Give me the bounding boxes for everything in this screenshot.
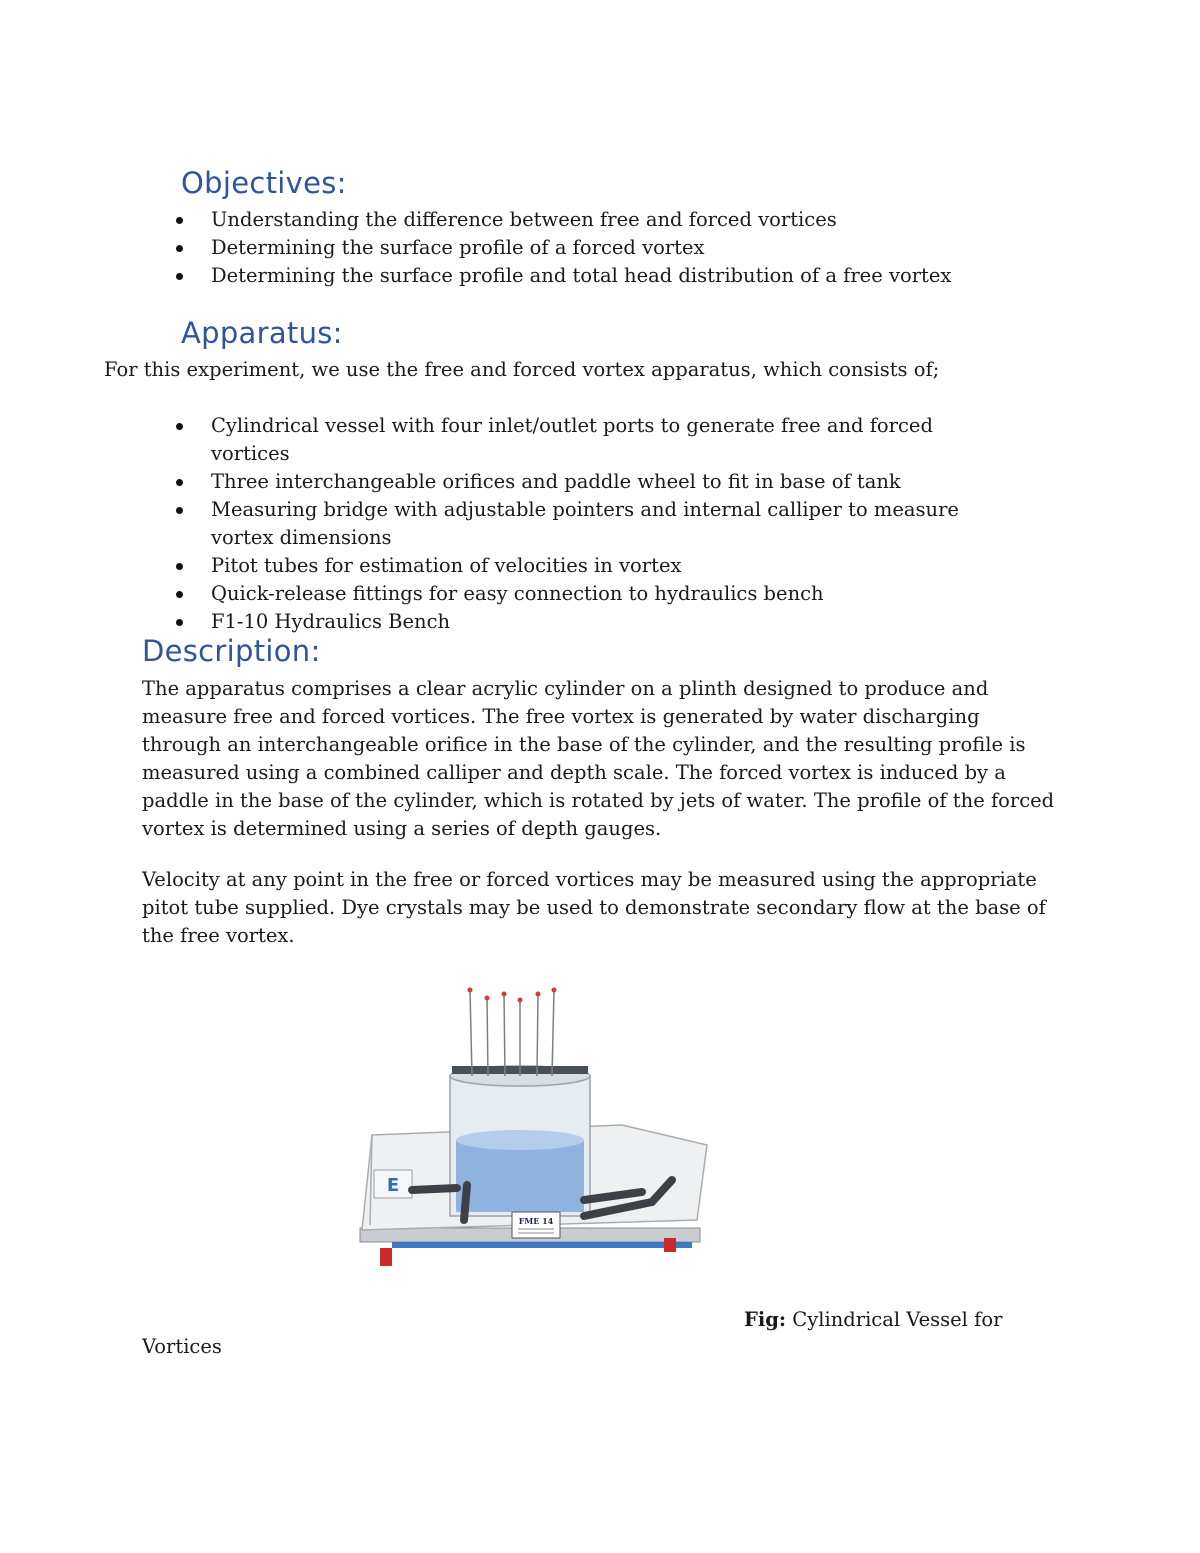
plate-label: FME 14	[518, 1216, 554, 1226]
bullet-icon	[176, 217, 183, 224]
list-item: Determining the surface profile and total head distribution of a free vortex	[211, 262, 1111, 290]
bullet-icon	[176, 273, 183, 280]
brand-mark: E	[386, 1175, 400, 1196]
list-item: Determining the surface profile of a forced vortex	[211, 234, 1111, 262]
figure-caption: Fig: Cylindrical Vessel for	[744, 1308, 1003, 1331]
foot-right	[664, 1238, 676, 1252]
figure-caption-continued: Vortices	[142, 1335, 222, 1358]
apparatus-list	[211, 412, 1001, 636]
vortex-apparatus-figure	[352, 980, 720, 1290]
list-item: Understanding the difference between free and forced vortices	[211, 206, 1111, 234]
list-item: F1-10 Hydraulics Bench	[211, 608, 1001, 636]
water-surface	[456, 1130, 584, 1150]
objectives-list	[211, 206, 1111, 290]
list-item: Quick-release fittings for easy connection to hydraulics bench	[211, 580, 1001, 608]
water-volume	[456, 1140, 584, 1212]
description-paragraph-2: Velocity at any point in the free or forced vortices may be measured using the appropriate pitot tube supplied. Dye crystals may be used to demonstrate secondary flow at the base of the free vortex.	[142, 868, 1046, 947]
foot-left	[380, 1248, 392, 1266]
list-item: Cylindrical vessel with four inlet/outlet ports to generate free and forced vortices	[211, 412, 1001, 468]
description-paragraph-1: The apparatus comprises a clear acrylic cylinder on a plinth designed to produce and measure free and forced vortices. The free vortex is generated by water discharging through an interchangeable orifice in the base of the cylinder, and the resulting profile is measured using a combined calliper and depth scale. The forced vortex is induced by a paddle in the base of the cylinder, which is rotated by jets of water. The profile of the forced vortex is determined using a series of depth gauges.	[142, 677, 1055, 840]
bullet-icon	[176, 245, 183, 252]
objectives-heading: Objectives:	[181, 166, 347, 200]
bullet-icon	[176, 479, 183, 486]
list-item: Three interchangeable orifices and paddle wheel to fit in base of tank	[211, 468, 1001, 496]
depth-gauges	[470, 990, 554, 1076]
list-item: Measuring bridge with adjustable pointers and internal calliper to measure vortex dimensions	[211, 496, 1001, 552]
bullet-icon	[176, 563, 183, 570]
gauge-tips	[468, 988, 557, 1003]
bullet-icon	[176, 423, 183, 430]
bullet-icon	[176, 507, 183, 514]
description-heading: Description:	[142, 634, 321, 668]
apparatus-intro: For this experiment, we use the free and forced vortex apparatus, which consists of;	[104, 358, 940, 381]
list-item: Pitot tubes for estimation of velocities in vortex	[211, 552, 1001, 580]
plinth-stripe	[392, 1242, 692, 1248]
bullet-icon	[176, 591, 183, 598]
apparatus-heading: Apparatus:	[181, 316, 343, 350]
bullet-icon	[176, 619, 183, 626]
